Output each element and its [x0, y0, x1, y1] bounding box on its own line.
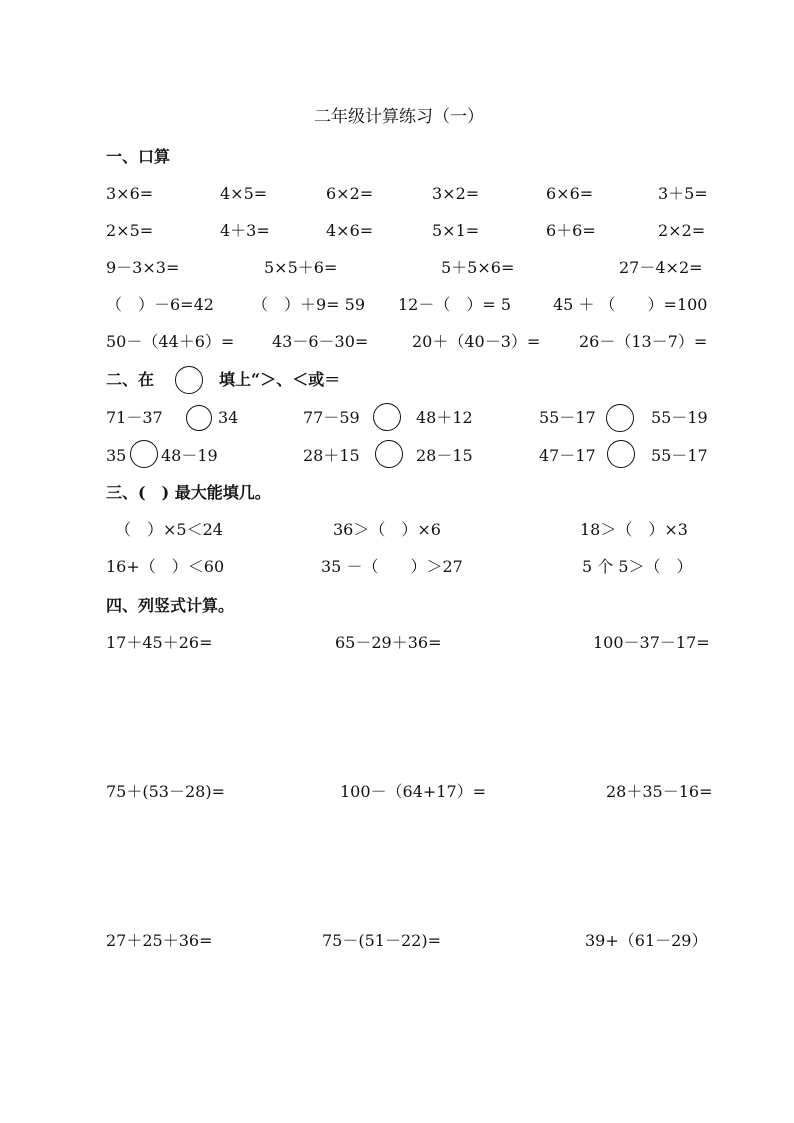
exercise: 36＞（ ）×6: [333, 520, 441, 539]
compare-right: 55－19: [651, 408, 708, 427]
section-heading-compare-suffix: 填上“＞、＜或＝: [219, 370, 341, 389]
exercise: 43－6－30=: [272, 332, 369, 351]
exercise: 27－4×2=: [619, 258, 703, 277]
exercise: 27＋25＋36=: [106, 931, 213, 950]
compare-left: 47－17: [539, 446, 596, 465]
exercise: 26－（13－7）=: [579, 332, 708, 351]
exercise: 9－3×3=: [106, 258, 180, 277]
exercise: 65－29＋36=: [335, 633, 442, 652]
page-title: 二年级计算练习（一）: [314, 107, 484, 127]
compare-right: 28－15: [416, 446, 473, 465]
exercise: 75＋(53－28)=: [106, 782, 225, 801]
exercise: 4×5=: [220, 184, 268, 203]
exercise: 2×2=: [658, 221, 706, 240]
exercise: 17＋45＋26=: [106, 633, 213, 652]
exercise: 35 －（ ）＞27: [321, 557, 463, 576]
exercise: 6×2=: [326, 184, 374, 203]
section-heading-vertical-calc: 四、列竖式计算。: [106, 596, 235, 615]
exercise: （ ）×5＜24: [115, 520, 223, 539]
exercise: （ ）－6=42: [106, 295, 214, 314]
exercise: 12－（ ）= 5: [398, 295, 512, 314]
answer-circle[interactable]: [606, 404, 634, 432]
exercise: 2×5=: [106, 221, 154, 240]
exercise: 100－（64+17）=: [340, 782, 487, 801]
exercise: 16+（ ）＜60: [106, 557, 225, 576]
compare-left: 71－37: [106, 408, 163, 427]
compare-left: 77－59: [303, 408, 360, 427]
exercise: 39+（61－29）: [585, 931, 708, 950]
exercise: 4＋3=: [220, 221, 270, 240]
exercise: 3×2=: [432, 184, 480, 203]
exercise: 45 ＋ （ ）=100: [553, 295, 708, 314]
exercise: 5＋5×6=: [441, 258, 515, 277]
answer-circle[interactable]: [186, 405, 212, 431]
compare-right: 48－19: [161, 446, 218, 465]
section-heading-compare-prefix: 二、在: [106, 370, 155, 389]
exercise: 20＋（40－3）=: [412, 332, 541, 351]
exercise: 28＋35－16=: [606, 782, 713, 801]
compare-right: 34: [218, 408, 239, 427]
answer-circle[interactable]: [373, 403, 401, 431]
compare-right: 55－17: [651, 446, 708, 465]
section-heading-max-fill: 三、( ) 最大能填几。: [106, 483, 271, 502]
exercise: 6×6=: [546, 184, 594, 203]
compare-right: 48＋12: [416, 408, 473, 427]
section-heading-oral-calc: 一、口算: [106, 147, 171, 166]
exercise: 4×6=: [326, 221, 374, 240]
exercise: 100－37－17=: [593, 633, 710, 652]
compare-left: 55－17: [539, 408, 596, 427]
exercise: 5 个 5＞（ ）: [582, 557, 693, 576]
exercise: 5×5＋6=: [264, 258, 338, 277]
exercise: 3×6=: [106, 184, 154, 203]
exercise: 6＋6=: [546, 221, 596, 240]
compare-left: 35: [106, 446, 127, 465]
compare-circle-icon: [175, 366, 203, 394]
answer-circle[interactable]: [375, 440, 403, 468]
answer-circle[interactable]: [130, 440, 158, 468]
exercise: 3＋5=: [658, 184, 708, 203]
answer-circle[interactable]: [607, 440, 635, 468]
exercise: 75－(51－22)=: [322, 931, 441, 950]
exercise: 50－（44＋6）=: [106, 332, 235, 351]
exercise: 5×1=: [432, 221, 480, 240]
exercise: （ ）＋9= 59: [252, 295, 366, 314]
compare-left: 28＋15: [303, 446, 360, 465]
exercise: 18＞（ ）×3: [580, 520, 688, 539]
